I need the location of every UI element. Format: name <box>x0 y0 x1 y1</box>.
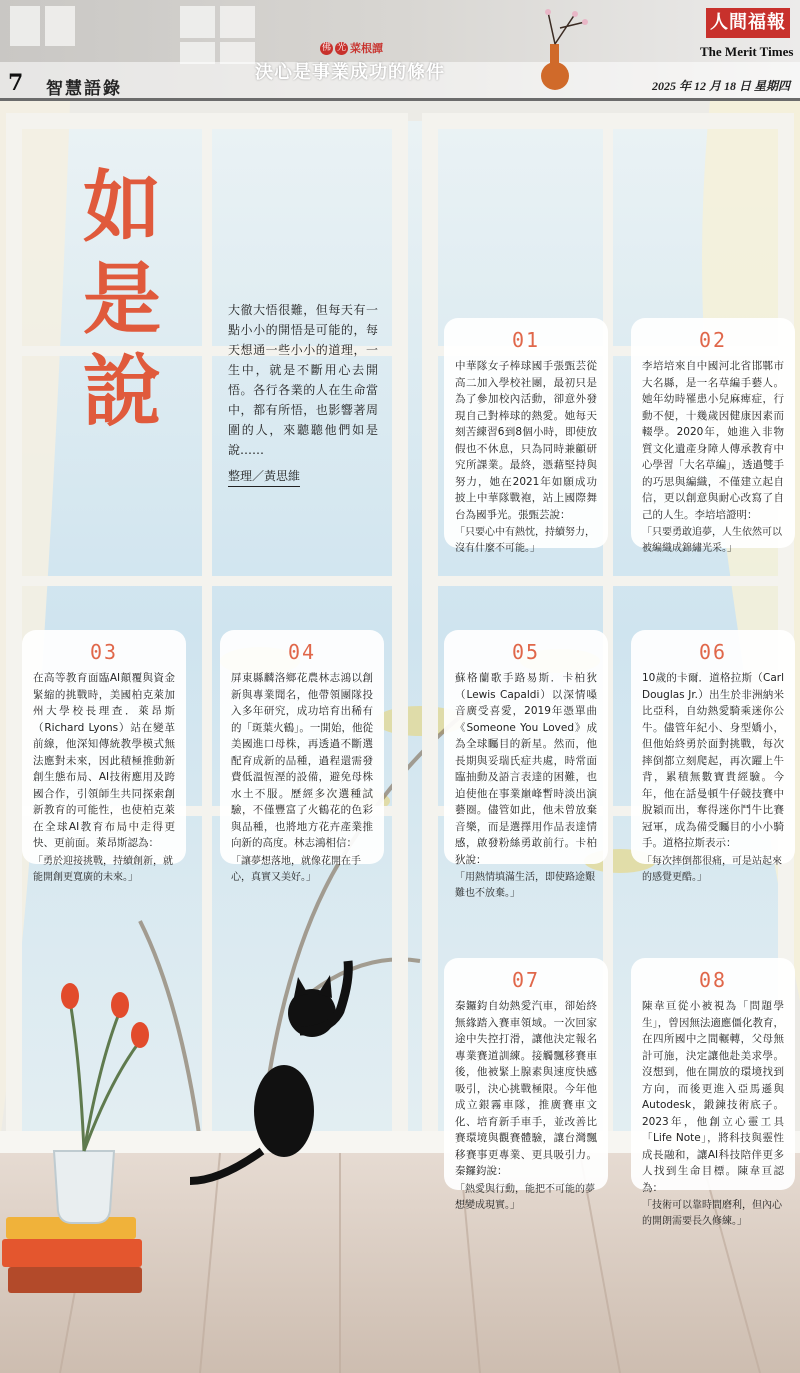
page-number: 7 <box>8 70 24 96</box>
column-tag <box>320 40 383 56</box>
card-quote: 「只要心中有熱忱，持續努力，沒有什麼不可能。」 <box>455 527 595 554</box>
title-char: 說 <box>82 346 161 437</box>
card-quote: 「勇於迎接挑戰，持續創新，就能開創更寬廣的未來。」 <box>33 855 173 883</box>
card-number: 02 <box>698 328 728 352</box>
card-number: 01 <box>511 328 541 352</box>
card-body: 屏東縣麟洛鄉花農林志鴻以創新與專業聞名，他帶領團隊投入多年研究，成功培育出稀有的「斑葉火鶴」。一開始，他從美國進口母株，再透過不斷選配育成新的品種，過程還需發費低溫恆溼的設備，避免母株水土不服。歷經多次選種試驗，不僅豐富了火鶴花的色彩與品種，也將地方花卉產業推向新的高度。林志鴻相信： <box>231 672 373 849</box>
card-body: 陳韋亘從小被視為「問題學生」，曾因無法適應僵化教育，在四所國中之間輾轉，父母無計可施，決定讓他赴美求學。沒想到，他在開放的環境找到方向，而後更進入亞馬遜與Autodesk，鍛鍊技術底子。2023年，他創立心靈工具「Life Note」，將科技與靈性成長融和，讓AI科技陪伴更多人找到生命目標。陳韋亘認為： <box>642 1000 784 1194</box>
card-number: 08 <box>698 968 728 992</box>
card-quote: 「只要勇敢追夢，人生依然可以被編織成錦繡光采。」 <box>642 527 782 554</box>
glass-vase <box>54 1151 114 1223</box>
story-card-02 <box>631 318 795 554</box>
publish-date: 2025 年 12 月 18 日 星期四 <box>651 79 790 93</box>
column-tag-char: 佛 <box>321 42 331 53</box>
card-quote: 「讓夢想落地，就像花開在手心，真實又美好。」 <box>231 855 361 883</box>
newspaper-logo: 人間福報 <box>706 8 790 38</box>
card-body: 蘇格蘭歌手路易斯．卡柏狄（Lewis Capaldi）以深情嗓音廣受喜愛，2019年憑單曲《Someone You Loved》成為全球矚目的新星。然而，他長期與妥瑞氏症共處，時常面臨抽動及語言表達的困難，也迫使他在事業巔峰暫時淡出演藝圈。儘管如此，他未曾放棄音樂，而是選擇用作品表達情感，啟發粉絲勇敢前行。卡柏狄說： <box>455 672 597 866</box>
book <box>2 1239 142 1267</box>
card-body: 秦鑼鈞自幼熱愛汽車，卻始終無緣踏入賽車領域。一次回家途中失控打滑，讓他決定報名專業賽道訓練。接觸飄移賽車後，他被緊上腺素與速度快感吸引，決心挑戰極限。今年他成立銀霧車隊，推廣賽車文化、培育新手車手，並改善比賽環境與觀賽體驗，讓台灣飄移賽事更專業、更具吸引力。秦鑼鈞說： <box>455 1000 597 1177</box>
card-body: 10歲的卡爾．道格拉斯（Carl Douglas Jr.）出生於非洲納米比亞科，自幼熱愛騎乘迷你公牛。儘管年紀小、身型嬌小，但他始終勇於面對挑戰，每次摔倒都立刻爬起，再次躍上牛背，累積無數寶貴經驗。今年，他在話曼頓牛仔競技賽中脫穎而出，奪得迷你鬥牛比賽冠軍，成為備受矚目的小小騎手。道格拉斯表示： <box>642 672 784 849</box>
column-tag-label: 菜根譚 <box>350 42 383 55</box>
card-quote: 「技術可以靠時間磨利，但內心的開朗需要長久修練。」 <box>642 1200 782 1227</box>
intro-block <box>228 300 378 487</box>
title-char: 如 <box>82 162 161 253</box>
card-number: 05 <box>511 640 541 664</box>
newspaper-logo-english: The Merit Times <box>700 44 794 59</box>
feature-title <box>72 162 172 438</box>
page-header <box>0 0 800 98</box>
title-char: 是 <box>82 254 161 345</box>
story-card-07 <box>444 958 608 1211</box>
column-title: 決心是事業成功的條件 <box>255 62 445 83</box>
card-number: 04 <box>287 640 317 664</box>
story-card-04 <box>220 630 384 883</box>
story-card-01 <box>444 318 608 554</box>
intro-text: 大徹大悟很難，但每天有一點小小的開悟是可能的，每天想通一些小小的道理，一生中，就是不斷用心去開悟。各行各業的人在生命當中，都有所悟，也影響著周圍的人，來聽聽他們如是說…… <box>228 303 378 457</box>
card-number: 03 <box>89 640 119 664</box>
card-quote: 「每次摔倒都很痛，可是站起來的感覺更酷。」 <box>642 855 782 883</box>
section-title: 智慧語錄 <box>46 79 122 98</box>
card-quote: 「熱愛與行動，能把不可能的夢想變成現實。」 <box>455 1183 595 1211</box>
card-body: 李培培來自中國河北省邯鄲市大名縣，是一名草編手藝人。她年幼時罹患小兒麻痺症，行動不便，十幾歲因健康因素而輟學。2020年，她進入非物質文化遺產身障人傳承教育中心學習「大名草編」，透過雙手的巧思與編織，不僅建立起自信，更以創意與耐心改寫了自己的人生。李培培證明： <box>642 360 784 521</box>
book <box>8 1267 142 1293</box>
story-card-03 <box>22 630 186 883</box>
card-body: 在高等教育面臨AI顛覆與資金緊縮的挑戰時，美國柏克萊加州大學校長理查．萊昂斯（Richard Lyons）站在變革前線，他深知傳統教學模式無法應對未來，因此積極推動新創生態布局、AI技術應用及跨國合作，引領師生共同探索創新教育的可能性，也使柏克萊在全球AI教育布局中走得更快、更前面。萊昂斯認為： <box>33 672 175 849</box>
story-card-06 <box>631 630 795 883</box>
card-number: 06 <box>698 640 728 664</box>
card-number: 07 <box>511 968 541 992</box>
card-body: 中華隊女子棒球國手張甄芸從高二加入學校社團，最初只是為了參加校內活動，卻意外發現自己對棒球的熱愛。她每天刻苦練習6到8個小時，即使放假也不休息，只為同時兼顧研究所課業。最終，憑藉堅持與努力，她在2021年如願成功披上中華隊戰袍，站上國際舞台為國爭光。張甄芸說： <box>455 360 597 521</box>
column-tag-char: 光 <box>336 42 346 53</box>
card-quote: 「用熱情填滿生活，即使路途艱難也不放棄。」 <box>455 872 595 899</box>
story-card-08 <box>631 958 795 1227</box>
story-card-05 <box>444 630 608 899</box>
editor-credit: 整理／黃思維 <box>228 466 300 487</box>
